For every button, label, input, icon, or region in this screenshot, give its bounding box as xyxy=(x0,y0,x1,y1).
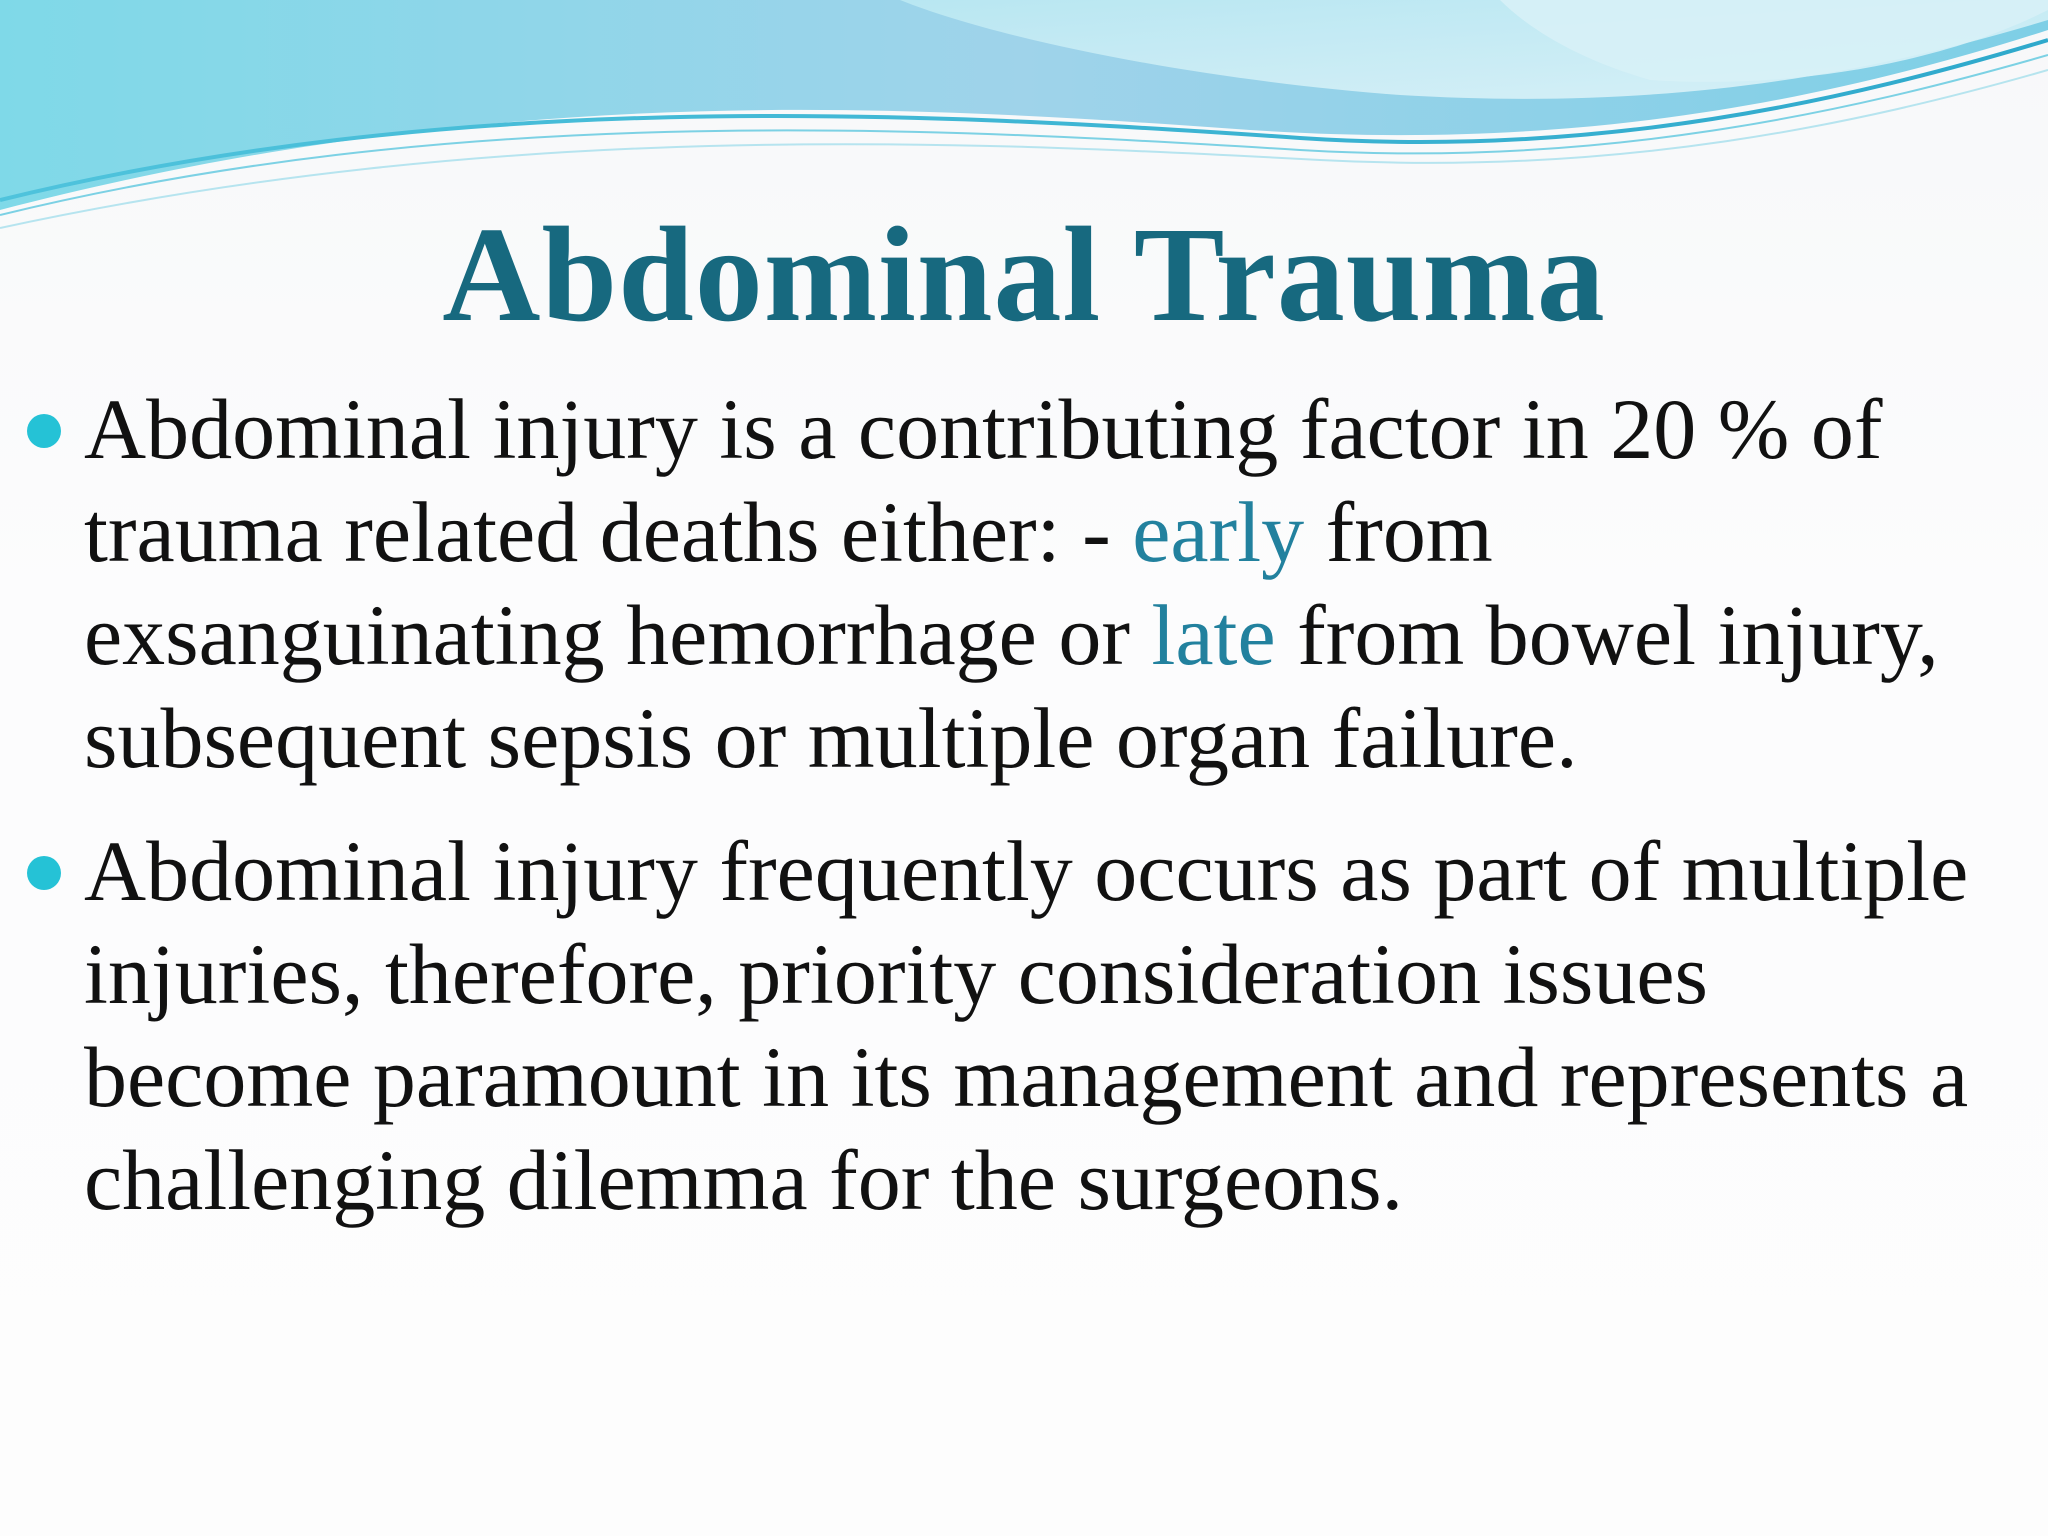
highlighted-term-early: early xyxy=(1132,484,1305,580)
bullet-item xyxy=(0,378,2048,790)
bullet-dot-icon xyxy=(27,856,61,890)
bullet-text xyxy=(84,823,1968,1228)
bullet-dot-icon xyxy=(27,414,61,448)
slide-title: Abdominal Trauma xyxy=(442,200,1606,350)
bullet-list xyxy=(0,378,2048,1232)
bullet-text-segment: from exsanguinating hemorrhage or xyxy=(84,484,1493,683)
bullet-text xyxy=(84,381,1939,786)
bullet-text-segment: Abdominal injury is a contributing factor in 20 % of trauma related deaths either: - xyxy=(84,381,1883,580)
bullet-text-segment: Abdominal injury frequently occurs as part of multiple injuries, therefore, priority consideration issues become paramount in its management and represents a challenging dilemma for the surgeons. xyxy=(84,823,1969,1228)
bullet-item xyxy=(0,820,2048,1232)
bullet-text-segment: from bowel injury, subsequent sepsis or multiple organ failure. xyxy=(84,587,1939,786)
highlighted-term-late: late xyxy=(1151,587,1276,683)
